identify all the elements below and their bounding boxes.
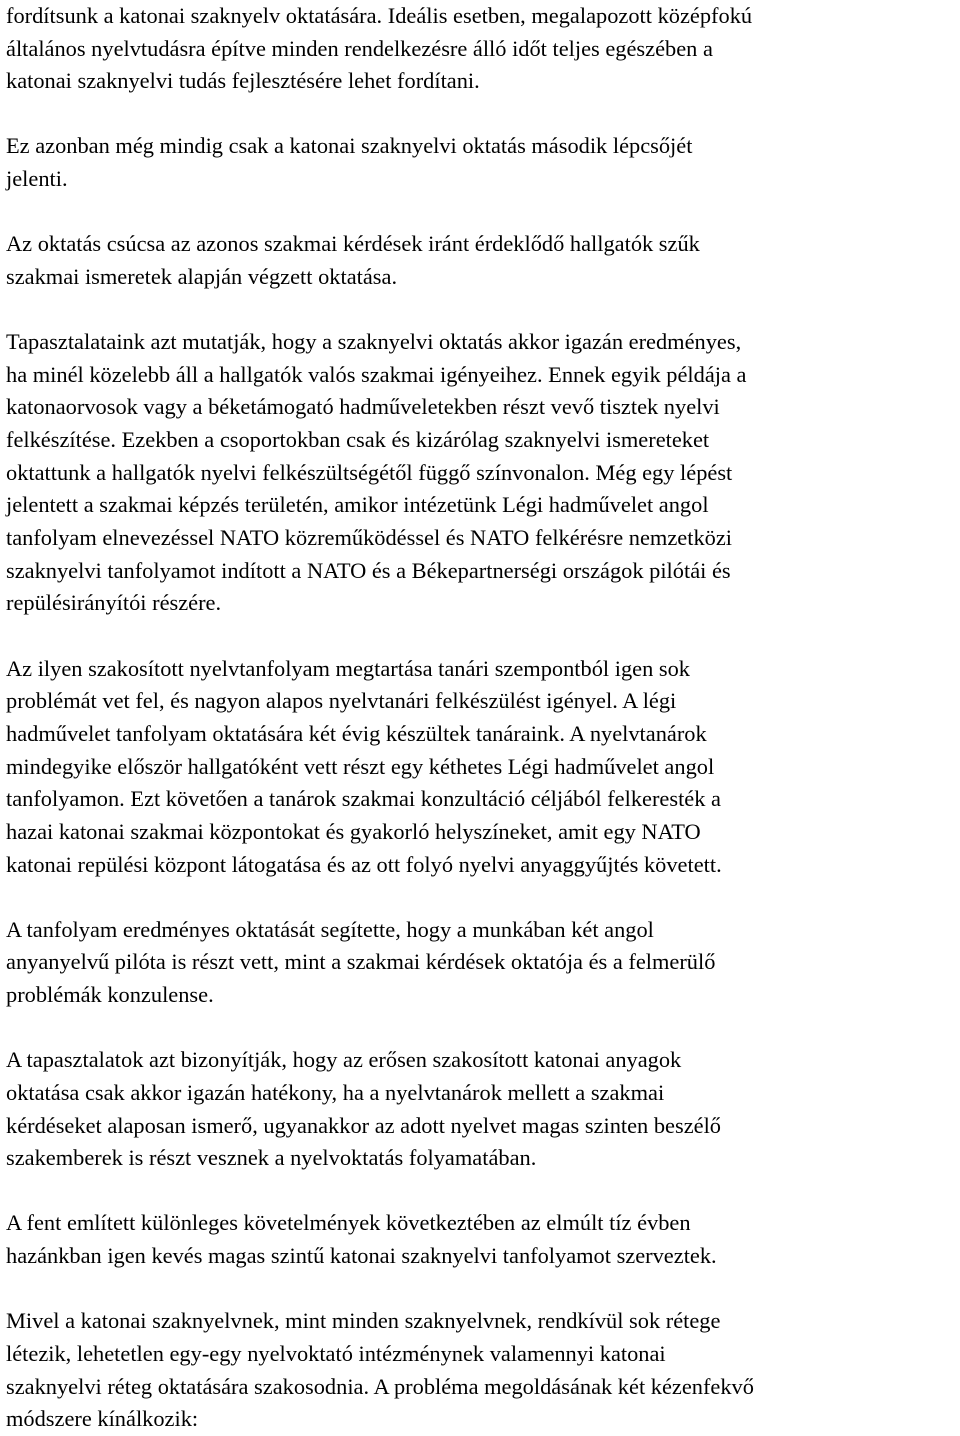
text-line: katonaorvosok vagy a béketámogató hadműveletekben részt vevő tisztek nyelvi xyxy=(6,394,720,420)
text-line: jelenti. xyxy=(6,166,68,192)
text-line: A fent említett különleges követelmények következtében az elmúlt tíz évben xyxy=(6,1210,691,1236)
paragraph-gap xyxy=(6,294,956,326)
text-line: általános nyelvtudásra építve minden rendelkezésre álló időt teljes egészében a xyxy=(6,35,713,61)
text-line: ha minél közelebb áll a hallgatók valós szakmai igényeihez. Ennek egyik példája a xyxy=(6,361,747,387)
text-line: Az ilyen szakosított nyelvtanfolyam megtartása tanári szempontból igen sok xyxy=(6,655,690,681)
text-line: szaknyelvi réteg oktatására szakosodnia. A probléma megoldásának két kézenfekvő xyxy=(6,1373,754,1399)
text-line: kérdéseket alaposan ismerő, ugyanakkor az adott nyelvet magas szinten beszélő xyxy=(6,1112,721,1138)
text-line: szakmai ismeretek alapján végzett oktatása. xyxy=(6,263,398,289)
text-line: A tanfolyam eredményes oktatását segítette, hogy a munkában két angol xyxy=(6,916,654,942)
paragraph-gap xyxy=(6,881,956,913)
paragraph-gap xyxy=(6,98,956,130)
paragraph-4 xyxy=(6,326,956,620)
text-line: szaknyelvi tanfolyamot indított a NATO és a Békepartnerségi országok pilótái és xyxy=(6,557,731,583)
paragraph-9 xyxy=(6,1305,956,1436)
text-line: oktattunk a hallgatók nyelvi felkészültségétől függő színvonalon. Még egy lépést xyxy=(6,459,733,485)
text-line: létezik, lehetetlen egy-egy nyelvoktató intézménynek valamennyi katonai xyxy=(6,1340,666,1366)
text-line: tanfolyam elnevezéssel NATO közreműködéssel és NATO felkérésre nemzetközi xyxy=(6,525,732,551)
text-line: szakemberek is részt vesznek a nyelvoktatás folyamatában. xyxy=(6,1145,537,1171)
text-line: Mivel a katonai szaknyelvnek, mint minden szaknyelvnek, rendkívül sok rétege xyxy=(6,1308,721,1334)
paragraph-8 xyxy=(6,1207,956,1272)
text-line: repülésirányítói részére. xyxy=(6,590,222,616)
paragraph-gap xyxy=(6,1012,956,1044)
text-line: tanfolyamon. Ezt követően a tanárok szakmai konzultáció céljából felkeresték a xyxy=(6,786,721,812)
paragraph-5 xyxy=(6,653,956,882)
text-line: Tapasztalataink azt mutatják, hogy a szaknyelvi oktatás akkor igazán eredményes, xyxy=(6,328,742,354)
paragraph-3 xyxy=(6,228,956,293)
text-line: jelentett a szakmai képzés területén, amikor intézetünk Légi hadművelet angol xyxy=(6,492,709,518)
text-line: fordítsunk a katonai szaknyelv oktatására. Ideális esetben, megalapozott középfokú xyxy=(6,3,753,28)
text-line: felkészítése. Ezekben a csoportokban csak és kizárólag szaknyelvi ismereteket xyxy=(6,427,710,453)
text-line: Ez azonban még mindig csak a katonai szaknyelvi oktatás második lépcsőjét xyxy=(6,133,693,159)
paragraph-gap xyxy=(6,196,956,228)
paragraph-gap xyxy=(6,620,956,652)
text-line: hazai katonai szakmai központokat és gyakorló helyszíneket, amit egy NATO xyxy=(6,819,701,844)
paragraph-1 xyxy=(6,0,956,98)
paragraph-gap xyxy=(6,1273,956,1305)
paragraph-6 xyxy=(6,914,956,1012)
text-line: katonai szaknyelvi tudás fejlesztésére lehet fordítani. xyxy=(6,68,480,94)
text-line: mindegyike először hallgatóként vett részt egy kéthetes Légi hadművelet angol xyxy=(6,753,715,779)
text-line: hazánkban igen kevés magas szintű katonai szaknyelvi tanfolyamot szerveztek. xyxy=(6,1243,717,1269)
text-line: katonai repülési központ látogatása és az ott folyó nyelvi anyaggyűjtés követett. xyxy=(6,851,722,877)
text-line: módszere kínálkozik: xyxy=(6,1406,199,1432)
paragraph-7 xyxy=(6,1044,956,1175)
document-page xyxy=(6,0,956,1436)
paragraph-2 xyxy=(6,130,956,195)
text-line: A tapasztalatok azt bizonyítják, hogy az erősen szakosított katonai anyagok xyxy=(6,1047,682,1073)
text-line: hadművelet tanfolyam oktatására két évig készültek tanáraink. A nyelvtanárok xyxy=(6,720,707,746)
paragraph-gap xyxy=(6,1175,956,1207)
text-line: oktatása csak akkor igazán hatékony, ha a nyelvtanárok mellett a szakmai xyxy=(6,1079,665,1105)
text-line: Az oktatás csúcsa az azonos szakmai kérdések iránt érdeklődő hallgatók szűk xyxy=(6,231,700,257)
text-line: problémák konzulense. xyxy=(6,982,214,1008)
text-line: problémát vet fel, és nagyon alapos nyelvtanári felkészülést igényel. A légi xyxy=(6,688,677,714)
text-line: anyanyelvű pilóta is részt vett, mint a szakmai kérdések oktatója és a felmerülő xyxy=(6,949,716,975)
